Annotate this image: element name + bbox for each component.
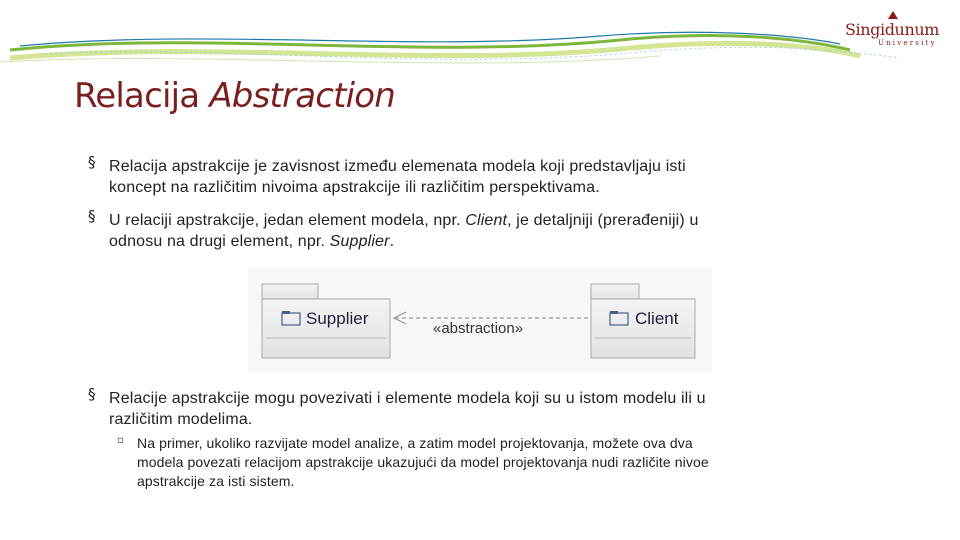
sub-bullet-marker: ▫ (117, 435, 124, 446)
bullet-marker-2: § (88, 207, 96, 225)
slide-title (74, 76, 395, 116)
bullet-2-line-2 (109, 231, 869, 252)
bullet-3-line-1: Relacije apstrakcije mogu povezivati i elemente modela koji su u istom modelu ili u (109, 390, 706, 407)
folder-tab-icon (610, 311, 618, 314)
logo-name: Singidunum (844, 20, 940, 39)
bullet-2-text-b: , je detaljniji (prerađeniji) u (507, 212, 699, 229)
relation-label: «abstraction» (433, 320, 524, 337)
bullet-2-text-a: U relaciji apstrakcije, jedan element modela, npr. (109, 212, 466, 229)
bullet-2-client-term: Client (465, 212, 508, 229)
uml-abstraction-diagram (248, 268, 712, 372)
bullet-2-supplier-term: Supplier (329, 233, 390, 250)
title-plain: Relacija (74, 76, 210, 116)
bullet-2-text-d: . (389, 233, 395, 250)
bullet-text-2 (109, 210, 869, 252)
sub-bullet-line-2: modela povezati relacijom apstrakcije ukazujući da model projektovanja nudi različite nivoe (137, 454, 709, 470)
sub-bullet-line-3: apstrakcije za isti sistem. (137, 473, 295, 489)
sub-bullet-text (137, 434, 877, 491)
bullet-2-line-1 (109, 210, 869, 231)
header-decoration (0, 0, 960, 80)
bullet-1-line-2: koncept na različitim nivoima apstrakcije ili različitim perspektivama. (109, 179, 600, 196)
supplier-label: Supplier (306, 309, 369, 328)
bullet-marker-1: § (88, 153, 96, 171)
title-italic: Abstraction (209, 76, 396, 116)
sub-bullet-line-1: Na primer, ukoliko razvijate model analize, a zatim model projektovanja, možete ova dva (137, 435, 693, 451)
client-label: Client (635, 309, 679, 328)
bullet-1-line-1: Relacija apstrakcije je zavisnost između elemenata modela koji predstavljaju isti (109, 158, 686, 175)
folder-tab-icon (282, 311, 290, 314)
bullet-text-1 (109, 156, 869, 198)
bullet-3-line-2: različitim modelima. (109, 411, 253, 428)
bullet-2-text-c: odnosu na drugi element, npr. (109, 233, 330, 250)
university-logo (842, 10, 942, 50)
bullet-marker-3: § (88, 385, 96, 403)
crest-icon (887, 10, 899, 20)
logo-subtitle: University (878, 39, 937, 47)
bullet-text-3 (109, 388, 869, 430)
